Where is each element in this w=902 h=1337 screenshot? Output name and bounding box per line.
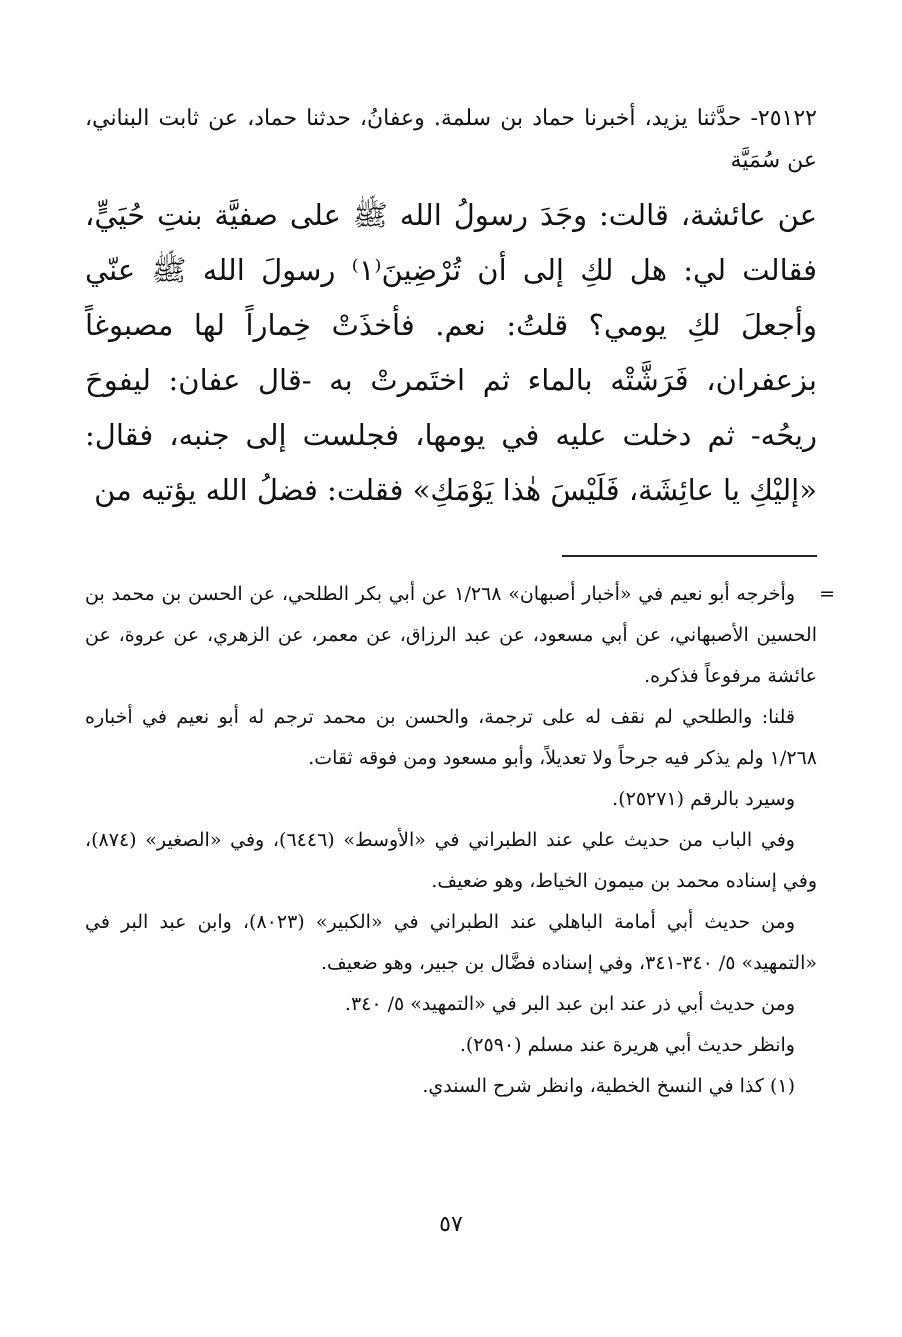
footnote-paragraph: ومن حديث أبي أمامة الباهلي عند الطبراني في «الكبير» (٨٠٢٣)، وابن عبد البر في «التمهيد» ٥/ ٣٤٠-٣٤١، وفي إسناده فضَّال بن جبير، وهو ضعيف. [85,911,817,974]
footnote-text: وأخرجه أبو نعيم في «أخبار أصبهان» ١/٢٦٨ عن أبي بكر الطلحي، عن الحسن بن محمد بن الحسين الأصبهاني، عن أبي مسعود، عن عبد الرزاق، عن معمر، عن الزهري، عن عروة، عن عائشة مرفوعاً فذكره. [85,583,817,687]
footnote-paragraph [85,574,835,697]
footnote-paragraph: وسيرد بالرقم (٢٥٢٧١). [612,788,795,810]
footnote-paragraph: قلنا: والطلحي لم نقف له على ترجمة، والحسن بن محمد ترجم له أبو نعيم في أخباره ١/٢٦٨ ولم يذكر فيه جرحاً ولا تعديلاً، وأبو مسعود ومن فوقه ثقات. [85,706,817,769]
hadith-isnad: ٢٥١٢٢- حدَّثنا يزيد، أخبرنا حماد بن سلمة. وعفانُ، حدثنا حماد، عن ثابت البناني، عن سُمَيَّة [85,106,817,173]
footnote-paragraph: ومن حديث أبي ذر عند ابن عبد البر في «التمهيد» ٥/ ٣٤٠. [344,993,795,1015]
footnote-separator-area [85,518,817,574]
footnotes [85,574,835,1107]
continuation-mark: = [819,583,835,605]
footnote-1: (١) كذا في النسخ الخطية، وانظر شرح السندي. [422,1075,795,1097]
footnote-paragraph: وفي الباب من حديث علي عند الطبراني في «الأوسط» (٦٤٤٦)، وفي «الصغير» (٨٧٤)، وفي إسناده محمد بن ميمون الخياط، وهو ضعيف. [85,829,817,892]
page-body [85,98,835,1107]
footnote-paragraph: وانظر حديث أبي هريرة عند مسلم (٢٥٩٠). [459,1034,795,1056]
footnote-separator [562,555,817,557]
page-number: ٥٧ [439,1212,463,1237]
hadith-matn: عن عائشة، قالت: وجَدَ رسولُ الله ﷺ على صفيَّة بنتِ حُيَيٍّ، فقالت لي: هل لكِ إلى أن تُرْضِينَ⁽١⁾ رسولَ الله ﷺ عنّي وأجعلَ لكِ يومي؟ قلتُ: نعم. فأخذَتْ خِماراً لها مصبوغاً بزعفران، فَرَشَّتْه بالماء ثم اختَمرتْ به -قال عفان: ليفوحَ ريحُه- ثم دخلت عليه في يومها، فجلست إلى جنبه، فقال: «إليْكِ يا عائِشَة، فَلَيْسَ هٰذا يَوْمَكِ» فقلت: فضلُ الله يؤتيه من [85,198,817,507]
